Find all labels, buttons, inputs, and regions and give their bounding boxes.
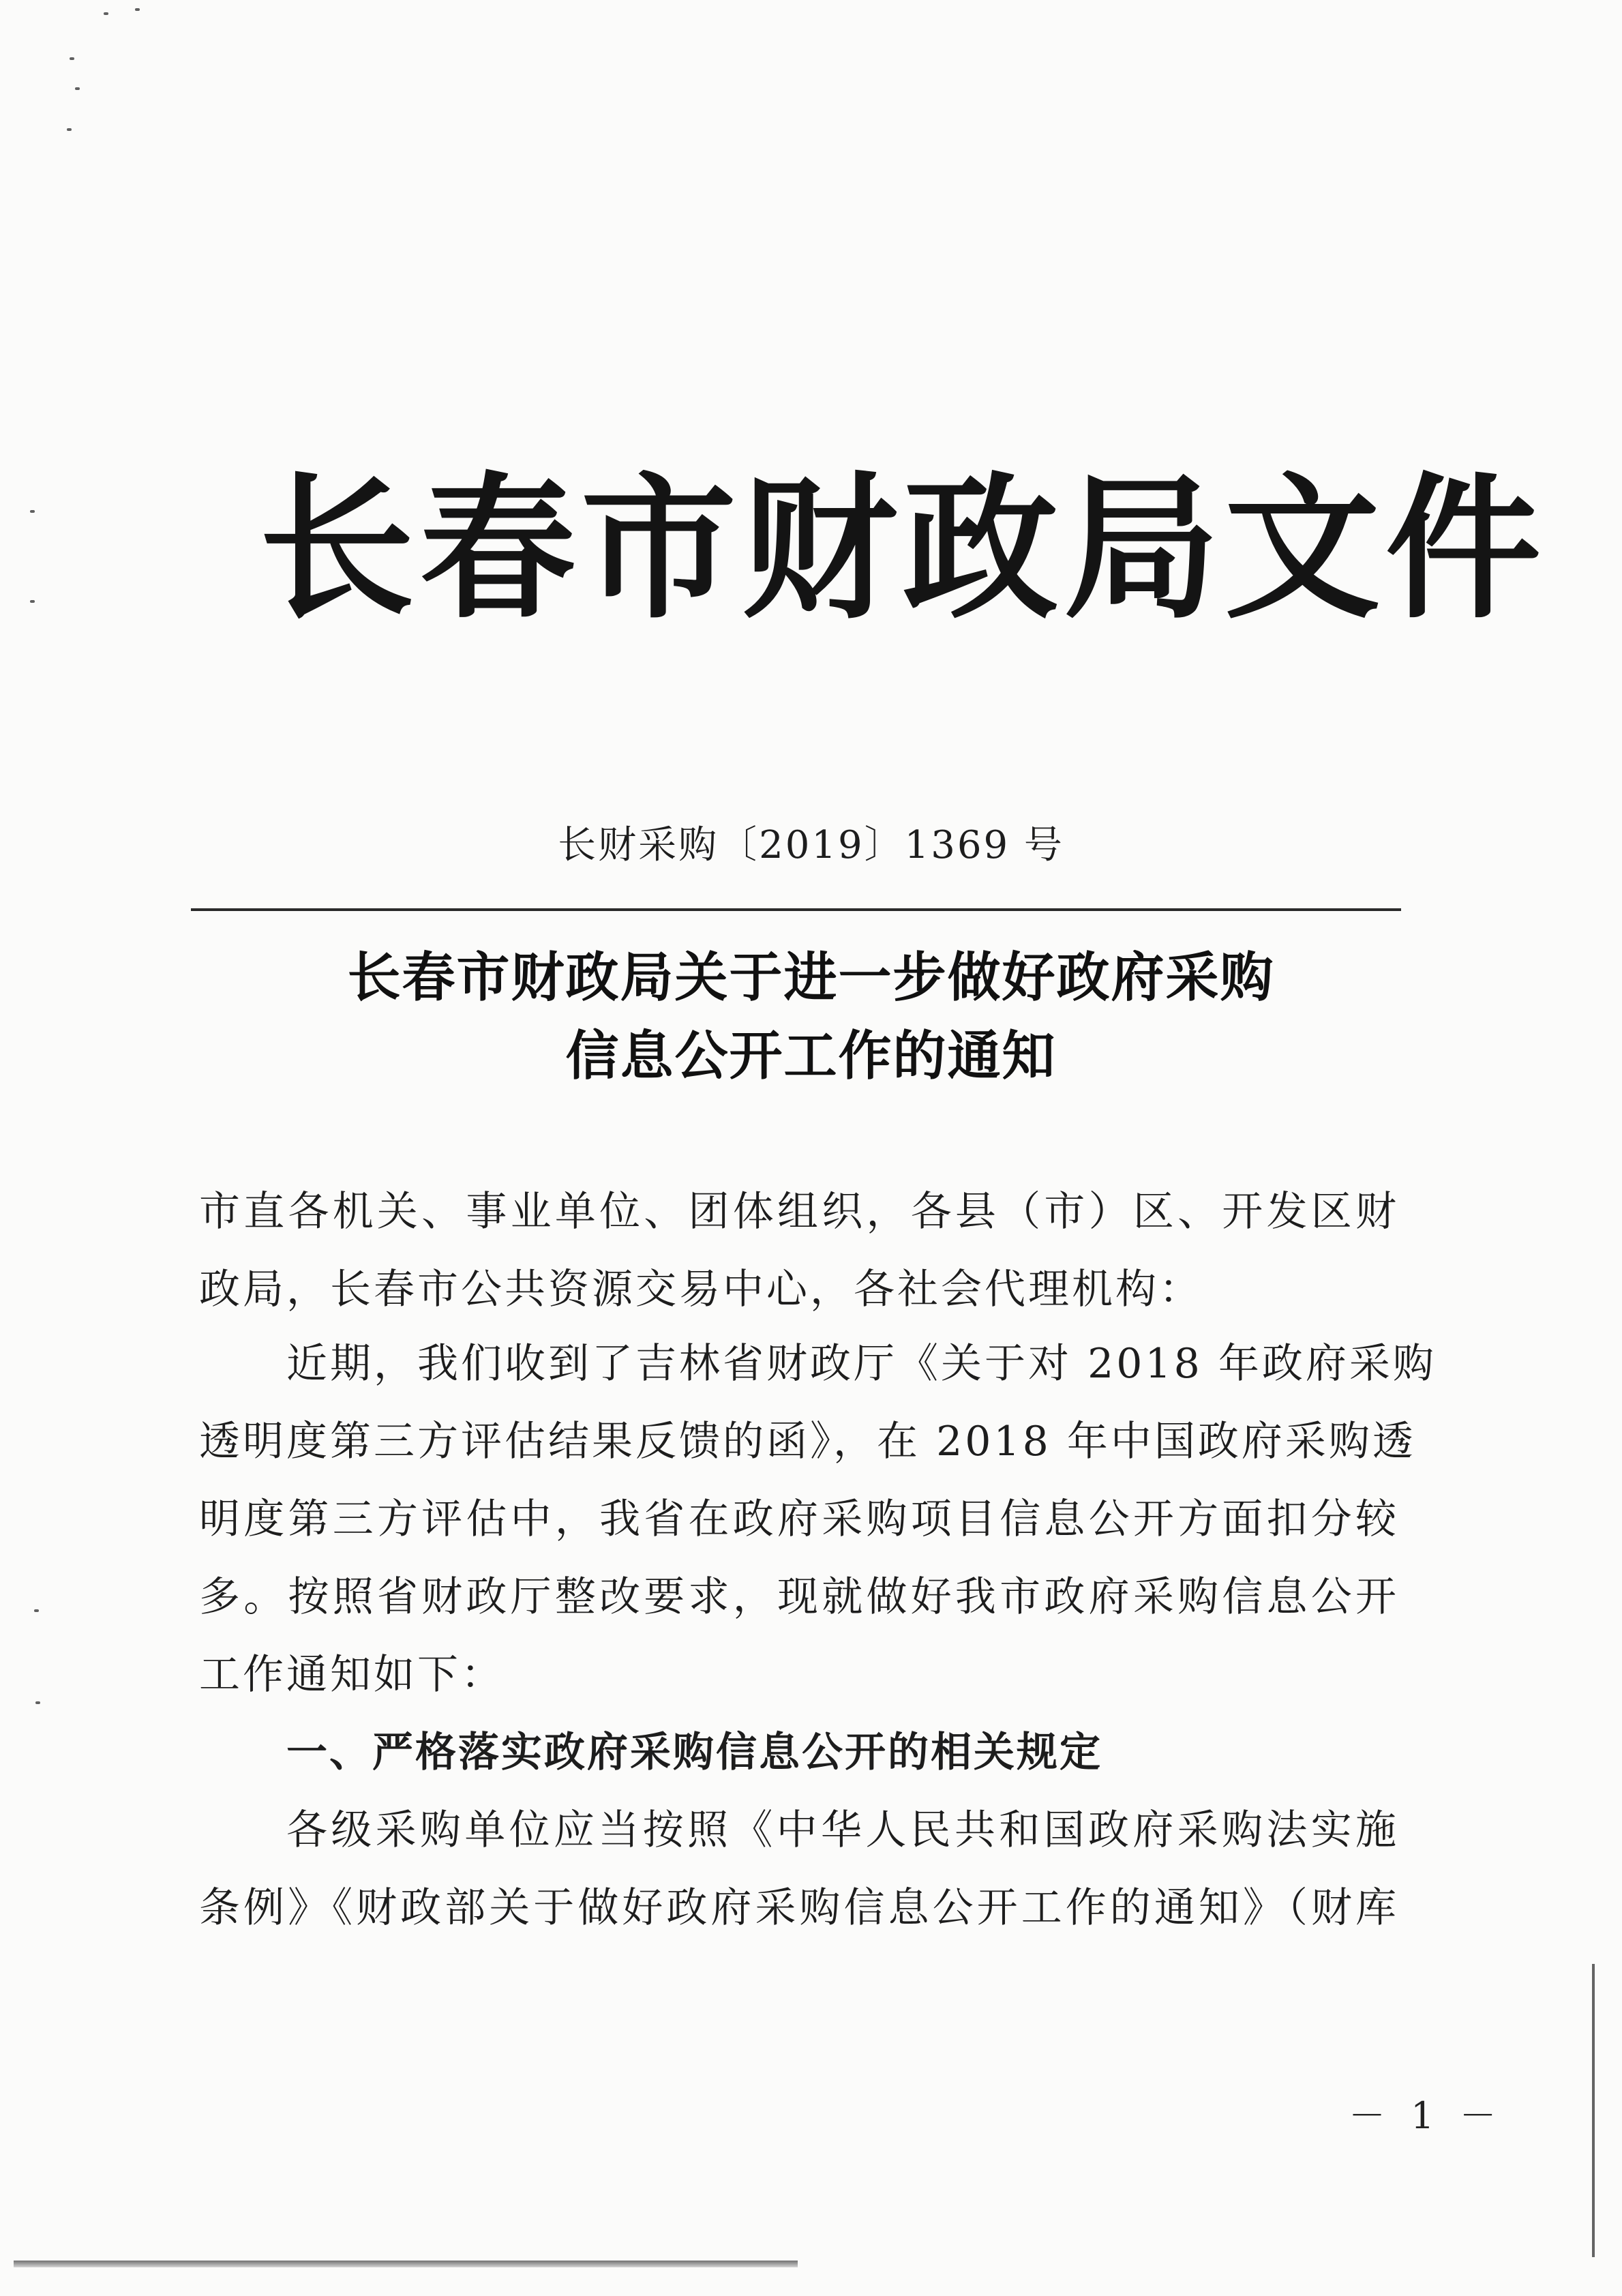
document-header-title: 长春市财政局文件 bbox=[259, 457, 1546, 640]
paragraph-1-line-1: 近期，我们收到了吉林省财政厅《关于对 2018 年政府采购 bbox=[286, 1340, 1437, 1388]
scan-speck bbox=[30, 510, 35, 513]
scan-speck bbox=[104, 12, 108, 15]
header-divider-line bbox=[191, 908, 1401, 911]
scan-speck bbox=[70, 57, 74, 60]
paragraph-1-line-3: 明度第三方评估中，我省在政府采购项目信息公开方面扣分较 bbox=[199, 1495, 1399, 1543]
paragraph-1-line-5: 工作通知如下： bbox=[199, 1651, 505, 1699]
scan-speck bbox=[135, 8, 140, 11]
addressee-block bbox=[199, 1173, 1399, 1328]
scan-speck bbox=[35, 1701, 40, 1704]
paragraph-2-line-2: 条例》《财政部关于做好政府采购信息公开工作的通知》（财库 bbox=[199, 1884, 1399, 1932]
scan-speck bbox=[34, 1609, 39, 1612]
scan-edge-bottom bbox=[14, 2261, 798, 2267]
paragraph-1-line-4: 多。按照省财政厅整改要求，现就做好我市政府采购信息公开 bbox=[199, 1573, 1399, 1621]
section-1-heading: 一、严格落实政府采购信息公开的相关规定 bbox=[286, 1729, 1102, 1776]
notice-title-line-2: 信息公开工作的通知 bbox=[565, 1025, 1057, 1087]
scan-speck bbox=[75, 87, 80, 90]
notice-title-line-1: 长春市财政局关于进一步做好政府采购 bbox=[347, 946, 1275, 1009]
section-1-block bbox=[199, 1714, 1399, 1947]
document-number: 长财采购〔2019〕1369 号 bbox=[558, 823, 1064, 867]
page-number: － 1 － bbox=[1349, 2094, 1503, 2137]
addressee-line-1: 市直各机关、事业单位、团体组织，各县（市）区、开发区财 bbox=[199, 1188, 1399, 1236]
addressee-line-2: 政局，长春市公共资源交易中心，各社会代理机构： bbox=[199, 1266, 1203, 1313]
scan-speck bbox=[30, 600, 35, 603]
scan-edge-right bbox=[1592, 1964, 1595, 2257]
paragraph-1-line-2: 透明度第三方评估结果反馈的函》，在 2018 年中国政府采购透 bbox=[199, 1418, 1416, 1465]
scan-speck bbox=[67, 128, 72, 131]
paragraph-1 bbox=[199, 1325, 1437, 1714]
paragraph-2-line-1: 各级采购单位应当按照《中华人民共和国政府采购法实施 bbox=[286, 1806, 1399, 1854]
